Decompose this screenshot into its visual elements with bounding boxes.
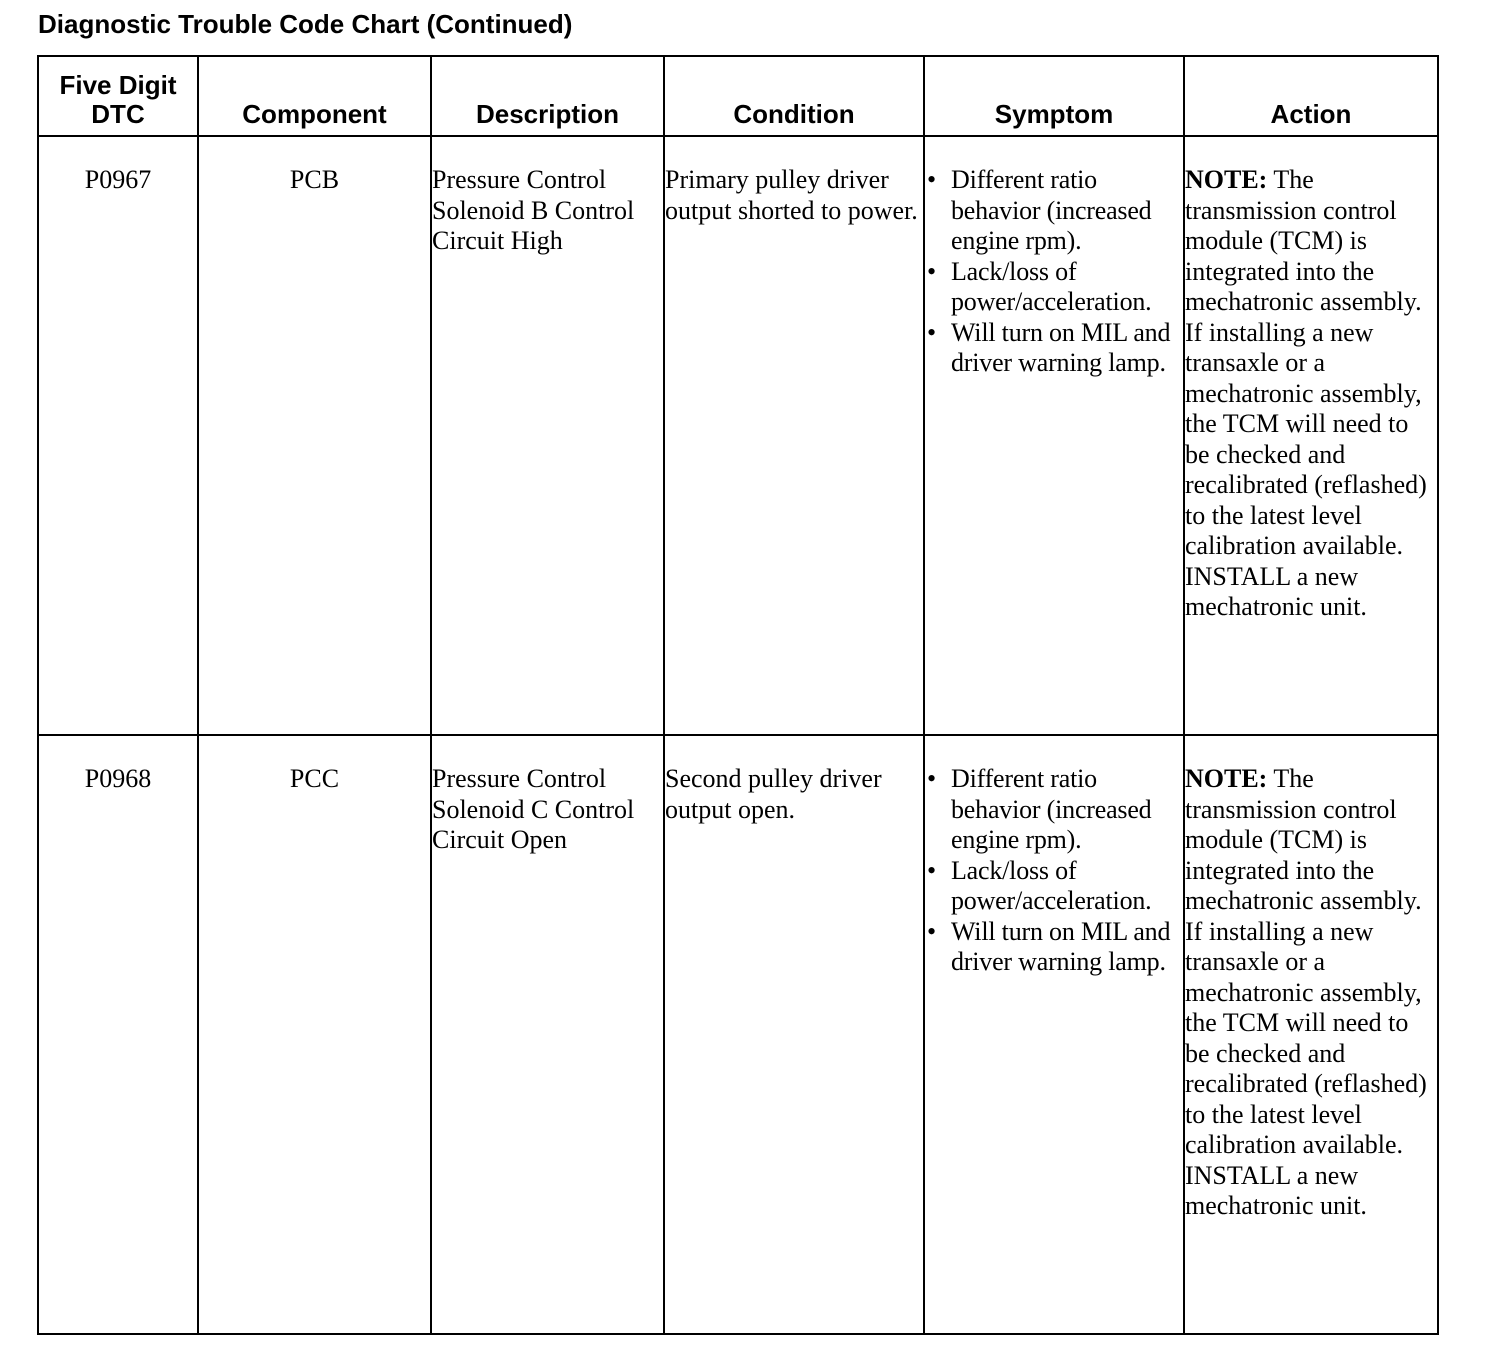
- cell-component: PCB: [198, 136, 431, 735]
- dtc-chart-table: [37, 55, 1439, 1335]
- header-dtc-line1: Five Digit: [59, 70, 177, 100]
- list-item: [925, 165, 1183, 257]
- table-row: [38, 136, 1438, 735]
- cell-description: Pressure Control Solenoid B Control Circuit High: [431, 136, 664, 735]
- symptom-list: [925, 764, 1183, 978]
- note-text: The transmission control module (TCM) is integrated into the mechatronic assembly. If installing a new transaxle or a mechatronic assembly, the TCM will need to be checked and recalibrated (reflashed) to the latest level calibration available.: [1185, 165, 1427, 560]
- cell-action: [1184, 735, 1438, 1334]
- cell-dtc: P0967: [38, 136, 198, 735]
- table-row: [38, 735, 1438, 1334]
- cell-action: [1184, 136, 1438, 735]
- list-item: [925, 917, 1183, 978]
- list-item: [925, 257, 1183, 318]
- header-symptom: Symptom: [924, 56, 1184, 136]
- cell-symptom: [924, 735, 1184, 1334]
- bullet-icon: •: [927, 764, 936, 793]
- bullet-icon: •: [927, 256, 936, 286]
- header-action: Action: [1184, 56, 1438, 136]
- symptom-text: Will turn on MIL and driver warning lamp.: [951, 317, 1171, 377]
- symptom-text: Lack/loss of power/acceleration.: [951, 855, 1152, 915]
- bullet-icon: •: [927, 317, 936, 347]
- header-component: Component: [198, 56, 431, 136]
- action-note: [1185, 764, 1437, 1161]
- header-description: Description: [431, 56, 664, 136]
- cell-condition: Second pulley driver output open.: [664, 735, 924, 1334]
- symptom-list: [925, 165, 1183, 379]
- cell-symptom: [924, 136, 1184, 735]
- header-five-digit-dtc: [38, 56, 198, 136]
- header-dtc-line2: DTC: [91, 99, 145, 129]
- symptom-text: Different ratio behavior (increased engine rpm).: [951, 165, 1152, 255]
- cell-condition: Primary pulley driver output shorted to power.: [664, 136, 924, 735]
- list-item: [925, 856, 1183, 917]
- symptom-text: Will turn on MIL and driver warning lamp.: [951, 916, 1171, 976]
- note-text: The transmission control module (TCM) is integrated into the mechatronic assembly. If installing a new transaxle or a mechatronic assembly, the TCM will need to be checked and recalibrated (reflashed) to the latest level calibration available.: [1185, 764, 1427, 1159]
- action-instruction: INSTALL a new mechatronic unit.: [1185, 561, 1367, 621]
- list-item: [925, 318, 1183, 379]
- note-label: NOTE:: [1185, 165, 1268, 194]
- page-title: Diagnostic Trouble Code Chart (Continued): [38, 9, 573, 39]
- action-instruction: INSTALL a new mechatronic unit.: [1185, 1160, 1367, 1220]
- header-condition: Condition: [664, 56, 924, 136]
- table-header-row: [38, 56, 1438, 136]
- bullet-icon: •: [927, 165, 936, 194]
- list-item: [925, 764, 1183, 856]
- bullet-icon: •: [927, 916, 936, 946]
- bullet-icon: •: [927, 855, 936, 885]
- symptom-text: Different ratio behavior (increased engine rpm).: [951, 764, 1152, 854]
- cell-component: PCC: [198, 735, 431, 1334]
- note-label: NOTE:: [1185, 764, 1268, 793]
- cell-description: Pressure Control Solenoid C Control Circuit Open: [431, 735, 664, 1334]
- symptom-text: Lack/loss of power/acceleration.: [951, 256, 1152, 316]
- action-note: [1185, 165, 1437, 562]
- cell-dtc: P0968: [38, 735, 198, 1334]
